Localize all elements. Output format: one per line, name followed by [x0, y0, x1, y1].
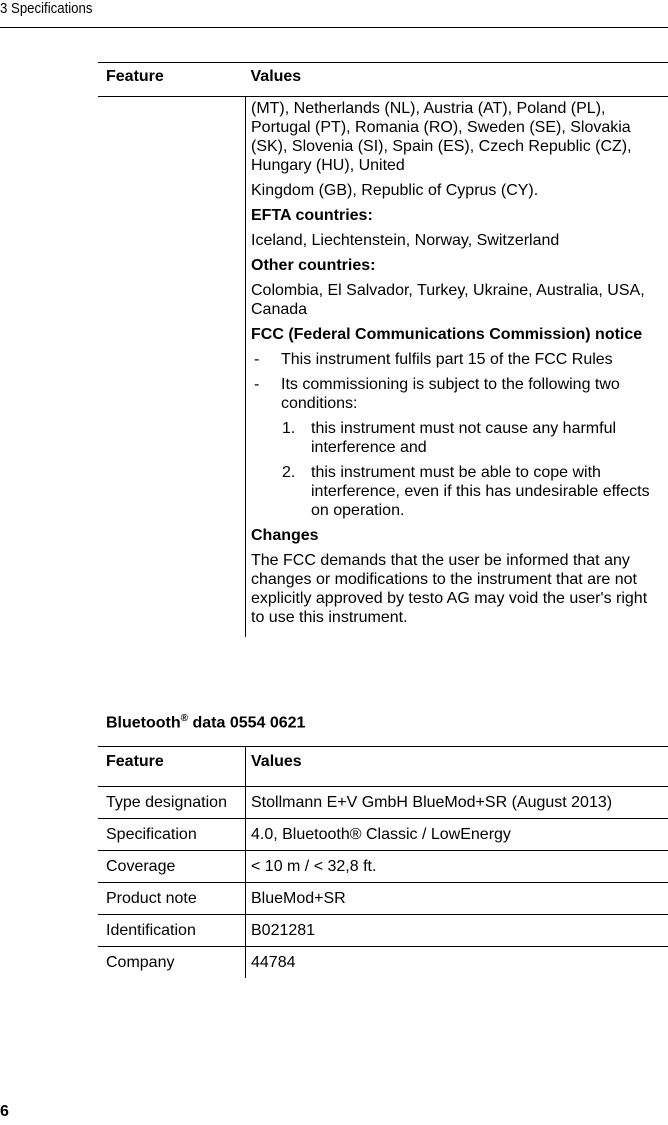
other-countries-list: Colombia, El Salvador, Turkey, Ukraine, Australia, USA, Canada: [251, 282, 645, 318]
title-prefix: Bluetooth: [106, 714, 181, 732]
table-row: [98, 851, 668, 883]
value-cell: 44784: [246, 947, 668, 979]
efta-heading: EFTA countries:: [251, 207, 373, 224]
feature-cell: Product note: [98, 883, 246, 915]
other-countries-heading: Other countries:: [251, 257, 376, 274]
registered-mark: ®: [180, 713, 189, 724]
feature-cell: Type designation: [98, 787, 246, 819]
feature-cell: Specification: [98, 819, 246, 851]
fcc-heading: FCC (Federal Communications Commission) notice: [251, 326, 643, 343]
running-header: 3 Specifications: [0, 0, 93, 17]
fcc-condition-item: [251, 463, 664, 520]
header-rule: [0, 27, 668, 28]
fcc-condition-text: this instrument must be able to cope with interference, even if this has undesirable effects on operation.: [311, 464, 650, 519]
bluetooth-data-table: [98, 746, 668, 978]
fcc-condition-item: [251, 419, 664, 457]
fcc-bullet: [251, 375, 664, 413]
changes-text: The FCC demands that the user be informed that any changes or modifications to the instrument that are not explicitly approved by testo AG may void the user's right to use this instrument.: [251, 552, 648, 626]
value-cell: 4.0, Bluetooth® Classic / LowEnergy: [246, 819, 668, 851]
bullet-marker: -: [254, 351, 260, 368]
feature-cell: Company: [106, 954, 175, 971]
table-row: [98, 819, 668, 851]
fcc-bullet: [251, 350, 664, 369]
eu-countries-text: (MT), Netherlands (NL), Austria (AT), Poland (PL), Portugal (PT), Romania (RO), Sweden (SE), Slovakia (SK), Slovenia (SI), Spain (ES), Czech Republic (CZ), Hungary (HU), United: [251, 100, 632, 174]
bluetooth-section-title: [106, 713, 305, 732]
table-row: [98, 947, 668, 979]
title-suffix: data 0554 0621: [188, 714, 306, 732]
feature-column-header: Feature: [98, 63, 246, 97]
fcc-bullet-text: Its commissioning is subject to the following two conditions:: [281, 376, 620, 412]
feature-cell: Identification: [98, 915, 246, 947]
table-row: [98, 787, 668, 819]
values-column-header: Values: [246, 747, 668, 787]
eu-countries-text-cont: Kingdom (GB), Republic of Cyprus (CY).: [251, 182, 539, 199]
list-number: 1.: [282, 420, 296, 437]
feature-cell: Coverage: [98, 851, 246, 883]
table-row: [98, 915, 668, 947]
page-number: 6: [0, 1103, 9, 1120]
fcc-condition-text: this instrument must not cause any harmful interference and: [311, 420, 617, 456]
bullet-marker: -: [254, 376, 260, 393]
fcc-bullet-text: This instrument fulfils part 15 of the FCC Rules: [281, 351, 613, 368]
specifications-table-continued: [98, 62, 668, 637]
value-cell: < 10 m / < 32,8 ft.: [246, 851, 668, 883]
value-cell: B021281: [246, 915, 668, 947]
values-cell: [246, 97, 668, 638]
changes-heading: Changes: [251, 527, 319, 544]
list-number: 2.: [282, 464, 296, 481]
feature-cell-empty: [98, 97, 246, 638]
efta-list: Iceland, Liechtenstein, Norway, Switzerland: [251, 232, 560, 249]
values-column-header: Values: [246, 63, 668, 97]
value-cell: BlueMod+SR: [246, 883, 668, 915]
feature-column-header: Feature: [98, 747, 246, 787]
value-cell: Stollmann E+V GmbH BlueMod+SR (August 2013): [246, 787, 668, 819]
table-row: [98, 883, 668, 915]
